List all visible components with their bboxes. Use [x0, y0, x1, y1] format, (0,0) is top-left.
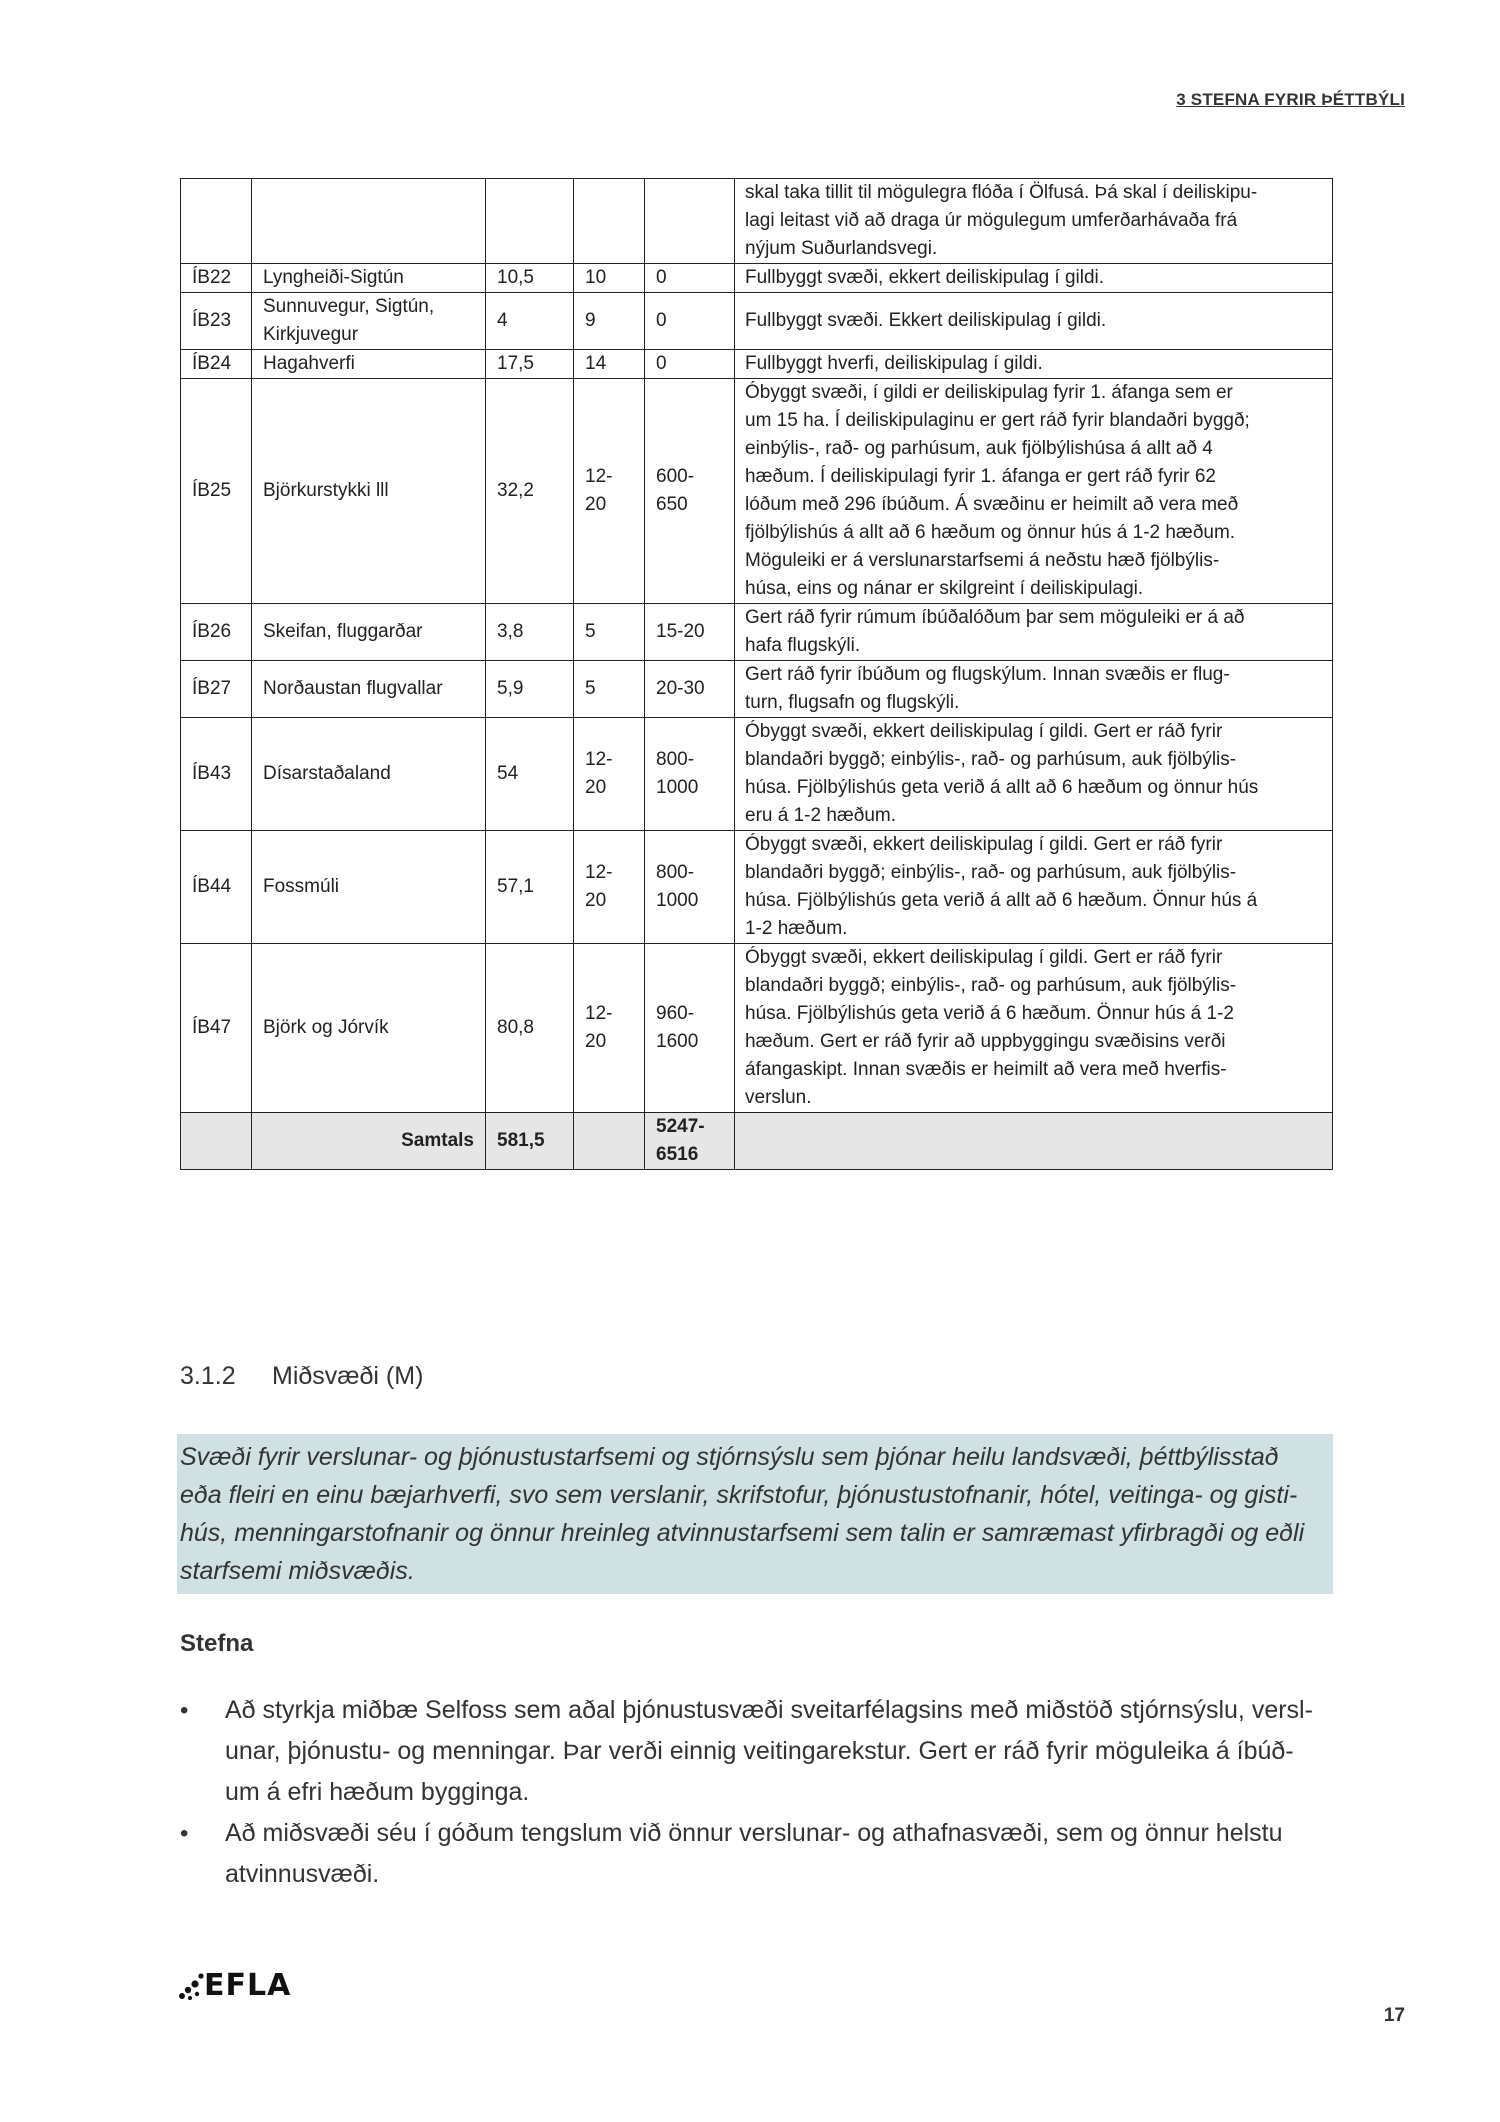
- definition-callout: [177, 1434, 1333, 1594]
- bullet-line: um á efri hæðum bygginga.: [225, 1778, 530, 1806]
- area-name-cell: Dísarstaðaland: [252, 718, 486, 831]
- efla-logo: [178, 1968, 291, 2003]
- description-line: húsa. Fjölbýlishús geta verið á 6 hæðum. Önnur hús á 1-2: [745, 1003, 1234, 1024]
- density-cell: [574, 179, 645, 264]
- total-description-cell: [735, 1113, 1333, 1170]
- table-row: [181, 350, 1333, 379]
- area-name-cell: Norðaustan flugvallar: [252, 661, 486, 718]
- description-line: Óbyggt svæði, ekkert deiliskipulag í gildi. Gert er ráð fyrir: [745, 834, 1223, 855]
- area-size-cell: 80,8: [486, 944, 574, 1113]
- table-row: [181, 831, 1333, 944]
- policy-bullet: [180, 1813, 1332, 1895]
- description-line: skal taka tillit til mögulegra flóða í Ölfusá. Þá skal í deiliskipu-: [745, 182, 1258, 203]
- bullet-icon: •: [180, 1697, 189, 1724]
- description-line: blandaðri byggð; einbýlis-, rað- og parhúsum, auk fjölbýlis-: [745, 975, 1237, 996]
- description-line: einbýlis-, rað- og parhúsum, auk fjölbýlishúsa á allt að 4: [745, 438, 1213, 459]
- area-size-cell: 54: [486, 718, 574, 831]
- running-header: 3 STEFNA FYRIR ÞÉTTBÝLI: [1176, 90, 1405, 109]
- policy-heading: Stefna: [180, 1630, 254, 1657]
- area-name-cell: Björkurstykki lll: [252, 379, 486, 604]
- callout-line: hús, menningarstofnanir og önnur hreinleg atvinnustarfsemi sem talin er samræmast yfirbragði og eðli: [180, 1519, 1305, 1547]
- table-row: [181, 179, 1333, 264]
- description-cell: [735, 264, 1333, 293]
- area-size-cell: 4: [486, 293, 574, 350]
- description-line: Fullbyggt svæði. Ekkert deiliskipulag í gildi.: [745, 310, 1107, 331]
- area-id-cell: ÍB26: [181, 604, 252, 661]
- description-cell: [735, 350, 1333, 379]
- callout-line: starfsemi miðsvæðis.: [180, 1557, 415, 1585]
- bullet-line: Að miðsvæði séu í góðum tengslum við önnur verslunar- og athafnasvæði, sem og önnur helstu: [225, 1819, 1283, 1847]
- description-line: húsa, eins og nánar er skilgreint í deiliskipulagi.: [745, 578, 1144, 599]
- description-cell: [735, 604, 1333, 661]
- total-label-cell: Samtals: [252, 1113, 486, 1170]
- description-line: verslun.: [745, 1087, 812, 1108]
- area-id-cell: ÍB22: [181, 264, 252, 293]
- description-line: Gert ráð fyrir rúmum íbúðalóðum þar sem möguleiki er á að: [745, 607, 1245, 628]
- area-name-cell: Fossmúli: [252, 831, 486, 944]
- area-size-cell: 10,5: [486, 264, 574, 293]
- total-area-cell: 581,5: [486, 1113, 574, 1170]
- description-line: húsa. Fjölbýlishús geta verið á allt að 6 hæðum og önnur hús: [745, 777, 1259, 798]
- area-name-cell: Sunnuvegur, Sigtún, Kirkjuvegur: [252, 293, 486, 350]
- area-id-cell: ÍB44: [181, 831, 252, 944]
- density-cell: 12- 20: [574, 379, 645, 604]
- description-line: fjölbýlishús á allt að 6 hæðum og önnur hús á 1-2 hæðum.: [745, 522, 1236, 543]
- density-cell: 14: [574, 350, 645, 379]
- area-name-cell: Hagahverfi: [252, 350, 486, 379]
- description-line: 1-2 hæðum.: [745, 918, 848, 939]
- description-line: hafa flugskýli.: [745, 635, 861, 656]
- description-line: Fullbyggt svæði, ekkert deiliskipulag í gildi.: [745, 267, 1105, 288]
- total-units-cell: 5247- 6516: [645, 1113, 735, 1170]
- area-size-cell: 32,2: [486, 379, 574, 604]
- description-cell: [735, 293, 1333, 350]
- description-line: lagi leitast við að draga úr mögulegum umferðarhávaða frá: [745, 210, 1238, 231]
- residential-areas-table: [180, 178, 1333, 1170]
- table-row: [181, 604, 1333, 661]
- area-id-cell: ÍB23: [181, 293, 252, 350]
- area-id-cell: ÍB27: [181, 661, 252, 718]
- area-size-cell: 3,8: [486, 604, 574, 661]
- bullet-line: unar, þjónustu- og menningar. Þar verði einnig veitingarekstur. Gert er ráð fyrir möguleika á íbúð-: [225, 1737, 1294, 1765]
- units-cell: 0: [645, 293, 735, 350]
- callout-line: Svæði fyrir verslunar- og þjónustustarfsemi og stjórnsýslu sem þjónar heilu landsvæði, þéttbýlisstað: [180, 1443, 1279, 1471]
- units-cell: 0: [645, 350, 735, 379]
- callout-line: eða fleiri en einu bæjarhverfi, svo sem verslanir, skrifstofur, þjónustustofnanir, hótel, veitinga- og gisti-: [180, 1481, 1298, 1509]
- density-cell: 5: [574, 604, 645, 661]
- description-cell: [735, 944, 1333, 1113]
- area-id-cell: ÍB47: [181, 944, 252, 1113]
- area-name-cell: [252, 179, 486, 264]
- area-id-cell: [181, 179, 252, 264]
- bullet-line: atvinnusvæði.: [225, 1860, 380, 1888]
- description-cell: [735, 379, 1333, 604]
- units-cell: 20-30: [645, 661, 735, 718]
- area-id-cell: ÍB25: [181, 379, 252, 604]
- description-line: blandaðri byggð; einbýlis-, rað- og parhúsum, auk fjölbýlis-: [745, 862, 1237, 883]
- description-line: húsa. Fjölbýlishús geta verið á allt að 6 hæðum. Önnur hús á: [745, 890, 1258, 911]
- area-size-cell: 5,9: [486, 661, 574, 718]
- area-name-cell: Björk og Jórvík: [252, 944, 486, 1113]
- bullet-line: Að styrkja miðbæ Selfoss sem aðal þjónustusvæði sveitarfélagsins með miðstöð stjórnsýslu, versl-: [225, 1696, 1313, 1724]
- logo-dots-icon: [178, 1971, 204, 2001]
- logo-wordmark: EFLA: [204, 1968, 292, 2003]
- description-line: Möguleiki er á verslunarstarfsemi á neðstu hæð fjölbýlis-: [745, 550, 1220, 571]
- description-line: Óbyggt svæði, ekkert deiliskipulag í gildi. Gert er ráð fyrir: [745, 947, 1223, 968]
- description-cell: [735, 661, 1333, 718]
- description-line: áfangaskipt. Innan svæðis er heimilt að vera með hverfis-: [745, 1059, 1227, 1080]
- description-line: blandaðri byggð; einbýlis-, rað- og parhúsum, auk fjölbýlis-: [745, 749, 1237, 770]
- total-empty-cell: [181, 1113, 252, 1170]
- density-cell: 10: [574, 264, 645, 293]
- description-line: Óbyggt svæði, í gildi er deiliskipulag fyrir 1. áfanga sem er: [745, 382, 1233, 403]
- bullet-icon: •: [180, 1820, 189, 1847]
- area-size-cell: 57,1: [486, 831, 574, 944]
- area-size-cell: 17,5: [486, 350, 574, 379]
- policy-bullet: [180, 1690, 1332, 1813]
- description-line: eru á 1-2 hæðum.: [745, 805, 897, 826]
- area-id-cell: ÍB43: [181, 718, 252, 831]
- units-cell: 600- 650: [645, 379, 735, 604]
- description-line: nýjum Suðurlandsvegi.: [745, 238, 938, 259]
- units-cell: 960- 1600: [645, 944, 735, 1113]
- units-cell: 800- 1000: [645, 831, 735, 944]
- description-line: Óbyggt svæði, ekkert deiliskipulag í gildi. Gert er ráð fyrir: [745, 721, 1223, 742]
- units-cell: [645, 179, 735, 264]
- description-cell: [735, 718, 1333, 831]
- section-heading: [180, 1362, 423, 1391]
- section-title: Miðsvæði (M): [272, 1362, 424, 1390]
- description-line: Fullbyggt hverfi, deiliskipulag í gildi.: [745, 353, 1043, 374]
- description-line: hæðum. Gert er ráð fyrir að uppbyggingu svæðisins verði: [745, 1031, 1226, 1052]
- description-line: Gert ráð fyrir íbúðum og flugskýlum. Innan svæðis er flug-: [745, 664, 1230, 685]
- density-cell: 12- 20: [574, 831, 645, 944]
- density-cell: 12- 20: [574, 718, 645, 831]
- area-name-cell: Lyngheiði-Sigtún: [252, 264, 486, 293]
- area-size-cell: [486, 179, 574, 264]
- units-cell: 800- 1000: [645, 718, 735, 831]
- table-row: [181, 293, 1333, 350]
- description-line: turn, flugsafn og flugskýli.: [745, 692, 960, 713]
- description-cell: [735, 831, 1333, 944]
- total-row: [181, 1113, 1333, 1170]
- units-cell: 0: [645, 264, 735, 293]
- table-row: [181, 379, 1333, 604]
- total-density-cell: [574, 1113, 645, 1170]
- description-line: um 15 ha. Í deiliskipulaginu er gert ráð fyrir blandaðri byggð;: [745, 410, 1250, 431]
- description-line: lóðum með 296 íbúðum. Á svæðinu er heimilt að vera með: [745, 494, 1239, 515]
- table-row: [181, 944, 1333, 1113]
- area-name-cell: Skeifan, fluggarðar: [252, 604, 486, 661]
- units-cell: 15-20: [645, 604, 735, 661]
- description-cell: [735, 179, 1333, 264]
- table-body: [181, 179, 1333, 1170]
- table-row: [181, 718, 1333, 831]
- page-number: 17: [1383, 2005, 1405, 2026]
- description-line: hæðum. Í deiliskipulagi fyrir 1. áfanga er gert ráð fyrir 62: [745, 466, 1216, 487]
- section-number: 3.1.2: [180, 1362, 236, 1390]
- table-row: [181, 661, 1333, 718]
- density-cell: 5: [574, 661, 645, 718]
- density-cell: 12- 20: [574, 944, 645, 1113]
- area-id-cell: ÍB24: [181, 350, 252, 379]
- density-cell: 9: [574, 293, 645, 350]
- policy-bullet-list: [180, 1690, 1332, 1895]
- table-row: [181, 264, 1333, 293]
